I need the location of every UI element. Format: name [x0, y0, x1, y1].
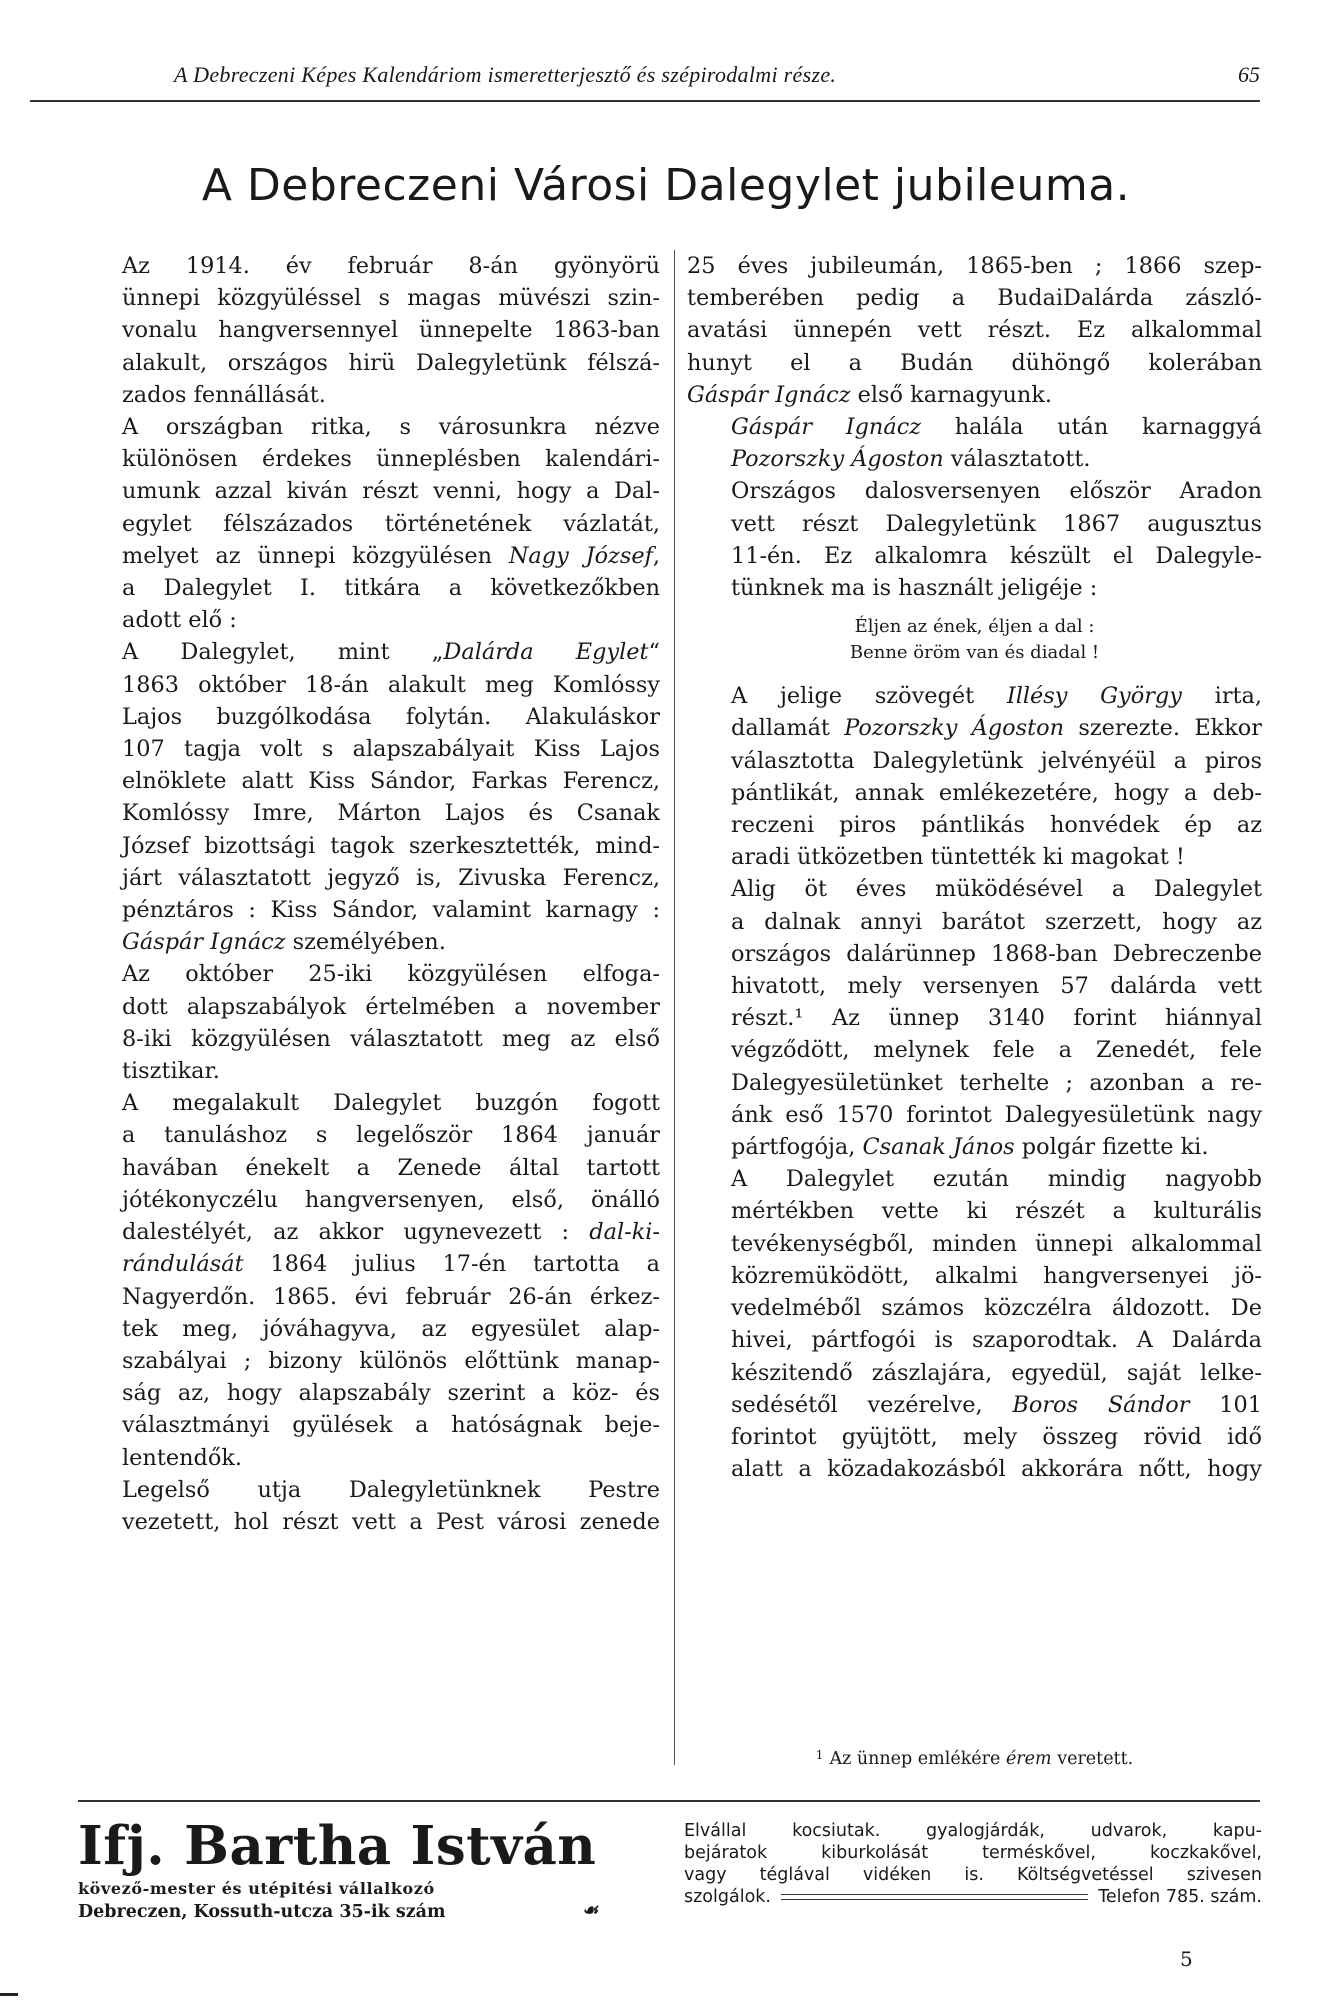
- offer-last: szolgálok.: [684, 1887, 771, 1907]
- text-line: Komlóssy Imre, Márton Lajos és Csanak: [122, 800, 660, 827]
- footnote-text-after: veretett.: [1051, 1749, 1134, 1769]
- text-line: különösen érdekes ünneplésben kalendári-: [122, 446, 660, 473]
- text-line: Gáspár Ignácz halála után karnaggyá: [731, 414, 1263, 441]
- text-line: választotta Dalegyletünk jelvényéül a piros: [731, 747, 1262, 774]
- footnote-marker: 1: [815, 1748, 824, 1762]
- text-line: mértékben vette ki részét a kulturális: [731, 1198, 1262, 1225]
- motto-line: Benne öröm van és diadal !: [849, 642, 1100, 664]
- text-line: A jelige szövegét Illésy György irta,: [731, 683, 1262, 710]
- text-line: szabályai ; bizony különös előttünk manap-: [122, 1347, 660, 1374]
- text-line: pártfogója, Csanak János polgár fizette ki.: [731, 1134, 1209, 1161]
- running-head: [78, 62, 1260, 92]
- right-column-before-motto: [687, 250, 1262, 604]
- text-line: alatt a közadakozásból akkorára nőtt, hogy: [731, 1456, 1262, 1483]
- text-line: dallamát Pozorszky Ágoston szerezte. Ekkor: [731, 715, 1262, 742]
- double-rule: [781, 1894, 1088, 1900]
- right-column-after-motto: [687, 680, 1262, 1485]
- text-line: Nagyerdőn. 1865. évi február 26-án érkez-: [122, 1283, 660, 1310]
- footnote-text-before: Az ünnep emlékére: [829, 1749, 1006, 1769]
- text-line: A megalakult Dalegylet buzgón fogott: [122, 1090, 660, 1117]
- paragraph: [78, 411, 660, 636]
- text-line: avatási ünnepén vett részt. Ez alkalommal: [687, 317, 1262, 344]
- text-line: pántlikát, annak emlékezetére, hogy a deb-: [731, 779, 1262, 806]
- text-line: hivatott, mely versenyen 57 dalárda vett: [731, 973, 1262, 1000]
- text-line: készitendő zászlajára, egyedül, saját lelke-: [731, 1359, 1262, 1386]
- text-line: vedelméből számos közczélra áldozott. De: [731, 1295, 1262, 1322]
- text-line: havában énekelt a Zenede által tartott: [122, 1154, 660, 1181]
- text-line: Országos dalosversenyen először Aradon: [731, 478, 1262, 505]
- text-line: tevékenységből, minden ünnepi alkalommal: [731, 1230, 1262, 1257]
- advertisement-right: [684, 1820, 1262, 1908]
- header-rule: [30, 100, 1260, 102]
- text-line: egylet félszázados történetének vázlatát,: [122, 510, 660, 537]
- paragraph: [78, 1474, 660, 1538]
- text-line: a tanuláshoz s legelőször 1864 január: [122, 1122, 660, 1149]
- address-text: Debreczen, Kossuth-utcza 35-ik szám: [78, 1902, 446, 1922]
- phone-line: [684, 1886, 1262, 1908]
- paragraph: [78, 636, 660, 958]
- text-line: Gáspár Ignácz személyében.: [122, 929, 446, 956]
- text-line: országos dalárünnep 1868-ban Debreczenbe: [731, 940, 1262, 967]
- offer-line: vagy téglával vidéken is. Költségvetéssel szivesen: [684, 1865, 1262, 1885]
- text-line: A országban ritka, s városunkra nézve: [122, 414, 660, 441]
- text-line: vett részt Dalegyletünk 1867 augusztus: [731, 510, 1262, 537]
- text-line: ünnepi közgyüléssel s magas müvészi szin-: [122, 285, 660, 312]
- text-line: a dalnak annyi barátot szerzett, hogy az: [731, 908, 1262, 935]
- text-line: hivei, pártfogói is szaporodtak. A Dalárda: [731, 1327, 1262, 1354]
- text-line: reczeni piros pántlikás honvédek ép az: [731, 812, 1262, 839]
- paragraph: [78, 958, 660, 1087]
- article-title: A Debreczeni Városi Dalegylet jubileuma.: [201, 160, 1131, 211]
- text-line: vonalu hangversennyel ünnepelte 1863-ban: [122, 317, 660, 344]
- phone-number: Telefon 785. szám.: [1098, 1887, 1262, 1907]
- text-line: rándulását 1864 julius 17-én tartotta a: [122, 1251, 660, 1278]
- text-line: melyet az ünnepi közgyülésen Nagy József,: [122, 542, 661, 569]
- text-line: dott alapszabályok értelmében a november: [122, 993, 660, 1020]
- text-line: adott elő :: [122, 607, 237, 634]
- page-number: 65: [1238, 62, 1260, 87]
- text-line: végződött, melynek fele a Zenedét, fele: [731, 1037, 1262, 1064]
- text-line: járt választatott jegyző is, Zivuska Ferencz,: [122, 864, 660, 891]
- footnote: [687, 1748, 1262, 1769]
- text-line: 107 tagja volt s alapszabályait Kiss Lajos: [122, 736, 660, 763]
- text-line: 8-iki közgyülésen választatott meg az első: [122, 1025, 660, 1052]
- text-line: a Dalegylet I. titkára a következőkben: [122, 575, 660, 602]
- paragraph: [687, 250, 1262, 411]
- text-line: dalestélyét, az akkor ugynevezett : dal-ki-: [122, 1219, 660, 1246]
- text-line: zados fennállását.: [122, 381, 326, 408]
- text-line: forintot gyüjtött, mely összeg rövid idő: [731, 1423, 1262, 1450]
- text-line: tünknek ma is használt jeligéje :: [731, 575, 1098, 602]
- ornament-icon: ☙: [581, 1900, 598, 1921]
- text-line: részt.¹ Az ünnep 3140 forint hiánnyal: [731, 1005, 1262, 1032]
- paragraph: [687, 1163, 1262, 1485]
- paragraph: [687, 873, 1262, 1163]
- signature-number: 5: [1180, 1947, 1193, 1971]
- text-line: Az október 25-iki közgyülésen elfoga-: [122, 961, 660, 988]
- text-line: ánk eső 1570 forintot Dalegyesületünk nagy: [731, 1101, 1262, 1128]
- text-line: umunk azzal kiván részt venni, hogy a Dal-: [122, 478, 660, 505]
- text-line: Alig öt éves müködésével a Dalegylet: [731, 876, 1262, 903]
- text-line: választmányi gyülések a hatóságnak beje-: [122, 1412, 660, 1439]
- text-line: 1863 október 18-án alakult meg Komlóssy: [122, 671, 660, 698]
- right-column: [687, 250, 1262, 1485]
- text-line: 25 éves jubileumán, 1865-ben ; 1866 szep-: [687, 253, 1262, 279]
- advertisement-left: [78, 1815, 638, 1922]
- motto-line: Éljen az ének, éljen a dal :: [854, 616, 1095, 638]
- text-line: A Dalegylet ezután mindig nagyobb: [731, 1166, 1262, 1193]
- text-line: A Dalegylet, mint „Dalárda Egylet“: [122, 639, 660, 666]
- running-head-title: A Debreczeni Képes Kalendáriom ismeretterjesztő és szépirodalmi része.: [174, 62, 837, 87]
- paragraph: [687, 680, 1262, 873]
- text-line: tek meg, jóváhagyva, az egyesület alap-: [122, 1315, 660, 1342]
- text-line: tisztikar.: [122, 1058, 220, 1085]
- paragraph: [687, 411, 1262, 475]
- offer-line: Elvállal kocsiutak. gyalogjárdák, udvarok, kapu-: [684, 1821, 1262, 1841]
- text-line: Lajos buzgólkodása folytán. Alakuláskor: [122, 703, 660, 730]
- column-divider: [674, 250, 675, 1765]
- text-line: Pozorszky Ágoston választatott.: [731, 446, 1091, 473]
- text-line: alakult, országos hirü Dalegyletünk félszá-: [122, 349, 660, 376]
- motto: [687, 614, 1262, 666]
- advertiser-trade: kövező-mester és utépitési vállalkozó: [78, 1879, 435, 1898]
- paragraph: [78, 250, 660, 411]
- text-line: közremüködött, alkalmi hangversenyei jö-: [731, 1262, 1262, 1289]
- left-column: [78, 250, 660, 1538]
- text-line: József bizottsági tagok szerkesztették, mind-: [122, 832, 660, 859]
- offer-line: bejáratok kiburkolását terméskővel, koczkakővel,: [684, 1843, 1262, 1863]
- text-line: elnöklete alatt Kiss Sándor, Farkas Ferencz,: [122, 768, 660, 795]
- scan-edge-mark: [0, 1993, 18, 1996]
- footnote-italic: érem: [1005, 1749, 1052, 1769]
- text-line: aradi ütközetben tüntették ki magokat !: [731, 844, 1185, 871]
- text-line: sedésétől vezérelve, Boros Sándor 101: [731, 1391, 1262, 1418]
- text-line: vezetett, hol részt vett a Pest városi zenede: [122, 1508, 660, 1535]
- text-line: Az 1914. év február 8-án gyönyörü: [122, 253, 660, 279]
- text-line: Dalegyesületünket terhelte ; azonban a re-: [731, 1069, 1262, 1096]
- text-line: Gáspár Ignácz első karnagyunk.: [687, 381, 1053, 408]
- advertiser-name: Ifj. Bartha István: [78, 1815, 597, 1877]
- text-line: 11-én. Ez alkalomra készült el Dalegyle-: [731, 542, 1262, 569]
- text-line: pénztáros : Kiss Sándor, valamint karnagy :: [122, 897, 660, 924]
- text-line: jótékonyczélu hangversenyen, első, önálló: [122, 1186, 660, 1213]
- text-line: temberében pedig a BudaiDalárda zászló-: [687, 285, 1262, 312]
- text-line: Legelső utja Dalegyletünknek Pestre: [122, 1476, 660, 1503]
- text-line: hunyt el a Budán dühöngő kolerában: [687, 349, 1262, 376]
- text-line: lentendők.: [122, 1444, 242, 1471]
- paragraph: [78, 1087, 660, 1473]
- advertisement-rule: [78, 1800, 1260, 1802]
- text-line: ság az, hogy alapszabály szerint a köz- és: [122, 1380, 660, 1407]
- advertiser-address: [78, 1902, 598, 1922]
- paragraph: [687, 475, 1262, 604]
